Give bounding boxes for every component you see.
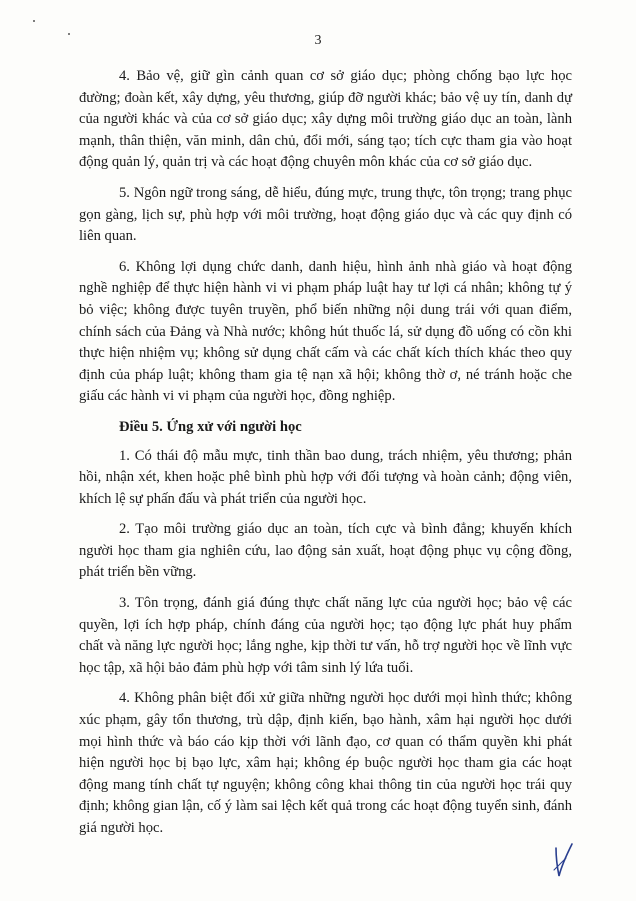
paragraph-article5-item3: 3. Tôn trọng, đánh giá đúng thực chất năng lực của người học; bảo vệ các quyền, lợi ích hợp pháp, chính đáng của người học; tạo động lực phát huy phẩm chất và năng lực người học; lắng nghe, kịp thời tư vấn, hỗ trợ người học về lĩnh vực học tập, xã hội bảo đảm phù hợp với tâm sinh lý lứa tuổi. — [79, 595, 572, 676]
scan-speck — [33, 20, 35, 22]
article-5-heading: Điều 5. Ứng xử với người học — [119, 418, 302, 435]
paragraph-article4-item6: 6. Không lợi dụng chức danh, danh hiệu, hình ảnh nhà giáo và hoạt động nghề nghiệp để thực hiện hành vi vi phạm pháp luật hay tư lợi cá nhân; không tự ý bỏ việc; không được tuyên truyền, phổ biến những nội dung trái với quan điểm, chính sách của Đảng và Nhà nước; không hút thuốc lá, sử dụng đồ uống có cồn khi thực hiện nhiệm vụ; không sử dụng chất cấm và các chất kích thích khác theo quy định của pháp luật; không tham gia tệ nạn xã hội; không thờ ơ, né tránh hoặc che giấu các hành vi vi phạm của người học, đồng nghiệp. — [79, 258, 572, 405]
paragraph-article4-item5: 5. Ngôn ngữ trong sáng, dễ hiểu, đúng mực, trung thực, tôn trọng; trang phục gọn gàng, lịch sự, phù hợp với môi trường, hoạt động giáo dục và các quy định có liên quan. — [79, 184, 572, 245]
paragraph-article5-item1: 1. Có thái độ mẫu mực, tinh thần bao dung, trách nhiệm, yêu thương; phản hồi, nhận xét, khen hoặc phê bình phù hợp với đối tượng và hoàn cảnh; động viên, khích lệ sự phấn đấu và phát triển của người học. — [79, 447, 572, 507]
initial-signature-mark — [550, 840, 576, 880]
paragraph-article5-item2: 2. Tạo môi trường giáo dục an toàn, tích cực và bình đẳng; khuyến khích người học tham gia nghiên cứu, lao động sản xuất, hoạt động phục vụ cộng đồng, phát triển bền vững. — [79, 521, 572, 581]
document-body — [79, 66, 572, 849]
page-number: 3 — [314, 33, 322, 48]
paragraph-article5-item4: 4. Không phân biệt đối xử giữa những người học dưới mọi hình thức; không xúc phạm, gây tổn thương, trù dập, định kiến, bạo hành, xâm hại người học dưới mọi hình thức và báo cáo kịp thời với lãnh đạo, cơ quan có thẩm quyền khi phát hiện người học bị bạo lực, xâm hại; không ép buộc người học tham gia các hoạt động mang tính chất tự nguyện; không công khai thông tin của người học trái quy định; không gian lận, cố ý làm sai lệch kết quả trong các hoạt động tuyển sinh, đánh giá người học. — [79, 690, 572, 836]
paragraph-article4-item4: 4. Bảo vệ, giữ gìn cảnh quan cơ sở giáo dục; phòng chống bạo lực học đường; đoàn kết, xây dựng, yêu thương, giúp đỡ người khác; bảo vệ uy tín, danh dự của người khác và của cơ sở giáo dục; xây dựng môi trường giáo dục an toàn, lành mạnh, thân thiện, văn minh, dân chủ, đổi mới, sáng tạo; tích cực tham gia vào hoạt động quản lý, quản trị và các hoạt động chuyên môn khác của cơ sở giáo dục. — [79, 68, 572, 171]
